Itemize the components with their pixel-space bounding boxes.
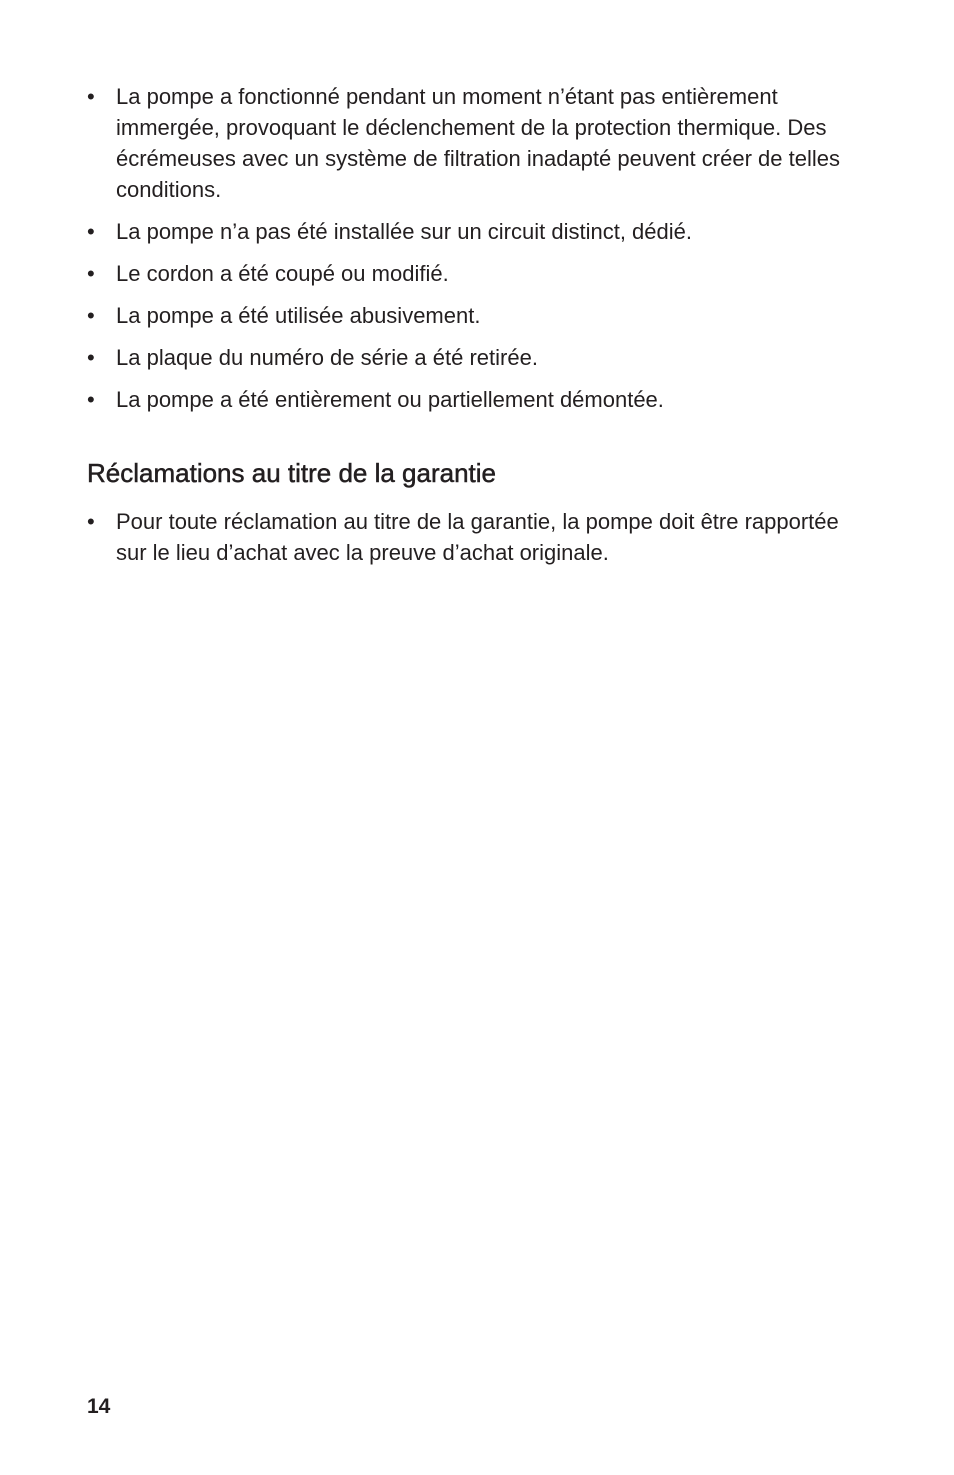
list-item (87, 81, 867, 205)
list-item-text: La pompe a été utilisée abusivement. (116, 303, 481, 328)
list-item (87, 342, 867, 373)
warranty-claims-list (87, 506, 867, 579)
list-item-text: La pompe a fonctionné pendant un moment n’étant pas entièrement immergée, provoquant le déclenchement de la protection thermique. Des écrémeuses avec un système de filtration inadapté peuvent créer de telles conditions. (116, 84, 840, 202)
list-item (87, 258, 867, 289)
list-item-text: Pour toute réclamation au titre de la garantie, la pompe doit être rapportée sur le lieu d’achat avec la preuve d’achat originale. (116, 509, 839, 565)
bullet-icon: • (87, 509, 95, 534)
bullet-icon: • (87, 84, 95, 109)
list-item-text: La plaque du numéro de série a été retirée. (116, 345, 538, 370)
bullet-icon: • (87, 387, 95, 412)
list-item (87, 506, 867, 568)
warranty-exclusions-list (87, 81, 867, 426)
list-item (87, 300, 867, 331)
bullet-icon: • (87, 345, 95, 370)
bullet-icon: • (87, 219, 95, 244)
bullet-icon: • (87, 261, 95, 286)
list-item-text: Le cordon a été coupé ou modifié. (116, 261, 449, 286)
list-item (87, 384, 867, 415)
list-item (87, 216, 867, 247)
page-number: 14 (87, 1395, 111, 1418)
list-item-text: La pompe n’a pas été installée sur un circuit distinct, dédié. (116, 219, 692, 244)
section-heading: Réclamations au titre de la garantie (87, 458, 497, 488)
bullet-icon: • (87, 303, 95, 328)
list-item-text: La pompe a été entièrement ou partiellement démontée. (116, 387, 664, 412)
